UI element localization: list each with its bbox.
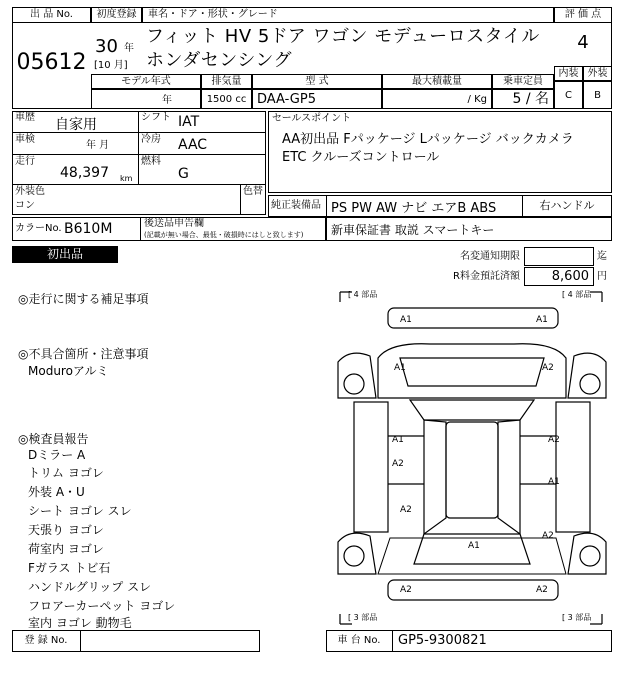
later-note: (記載が無い場合、最低・破損時にはしと致します)	[144, 231, 304, 239]
damage-mark: A2	[400, 505, 412, 515]
interior-grade: C	[554, 81, 583, 109]
later-label: 後送品申告欄	[144, 218, 204, 229]
damage-mark: A1	[548, 477, 560, 487]
damage-mark: A2	[392, 459, 404, 469]
color-no-label: カラーNo.	[15, 223, 62, 234]
equipment-label: 純正装備品	[271, 200, 321, 211]
spec-grid	[12, 111, 266, 215]
damage-mark: A1	[400, 315, 412, 325]
inspector-item: フロアーカーペット ヨゴレ	[28, 599, 176, 613]
score: 4	[577, 32, 589, 53]
aircon-label: 冷房	[141, 134, 161, 145]
color-no: B610M	[64, 221, 113, 237]
damage-mark: A2	[542, 531, 554, 541]
year-unit: 年	[124, 43, 134, 54]
chassis-label: 車 台 No.	[337, 635, 381, 646]
mileage-unit: km	[120, 174, 133, 183]
max-load-label: 最大積載量	[382, 74, 492, 89]
type: DAA-GP5	[252, 89, 382, 109]
damage-mark: A1	[394, 363, 406, 373]
first-listing-badge: 初出品	[12, 246, 118, 263]
capacity: 5 / 名	[492, 89, 554, 109]
warranty: 新車保証書 取説 スマートキー	[331, 223, 495, 237]
defect-item: Moduroアルミ	[28, 364, 109, 378]
model-year-unit: 年	[162, 95, 172, 106]
recycle-amount: 8,600	[524, 267, 594, 286]
inspector-item: Fガラス トビ石	[28, 561, 111, 575]
inspector-item: トリム ヨゴレ	[28, 466, 104, 480]
car-damage-diagram	[330, 288, 612, 630]
history-label: 車歴	[15, 112, 35, 123]
lot-no-label: 出 品 No.	[12, 7, 91, 23]
inspector-item: 荷室内 ヨゴレ	[28, 542, 104, 556]
change-deadline-unit: 迄	[597, 251, 607, 262]
damage-mark: A1	[392, 435, 404, 445]
inspection: 年 月	[86, 140, 110, 151]
displacement-label: 排気量	[201, 74, 252, 89]
max-load: / Kg	[382, 89, 492, 109]
tire-front-right: [ 4 部品	[562, 290, 592, 299]
sales-point-line2: ETC クルーズコントロール	[282, 150, 440, 165]
shift-label: シフト	[141, 112, 171, 123]
damage-mark: A2	[548, 435, 560, 445]
equipment-items: PS PW AW ナビ エアB ABS	[331, 201, 497, 216]
reg-no-label: 登 録 No.	[24, 635, 68, 646]
inspector-title: ◎検査員報告	[18, 432, 89, 446]
mileage: 48,397	[60, 165, 109, 181]
mileage-label: 走行	[15, 156, 35, 167]
color-change-label: 色替	[243, 186, 263, 197]
displacement: 1500 cc	[201, 89, 252, 109]
recycle-unit: 円	[597, 271, 607, 282]
ext-color: コン	[15, 200, 35, 211]
model-year-cell	[91, 89, 201, 109]
aircon: AAC	[178, 137, 208, 153]
damage-mark: A2	[542, 363, 554, 373]
chassis-no: GP5-9300821	[398, 633, 487, 648]
first-reg-label: 初度登録	[91, 7, 142, 23]
exterior-grade: B	[583, 81, 612, 109]
change-deadline-label: 名変通知期限	[460, 251, 520, 262]
inspector-item: 室内 ヨゴレ 動物毛	[28, 616, 132, 630]
car-name-label: 車名・ドア・形状・グレード	[142, 7, 554, 23]
damage-mark: A1	[468, 541, 480, 551]
inspector-item: Dミラー A	[28, 448, 86, 462]
first-reg-month: [10 月]	[94, 60, 128, 71]
history: 自家用	[55, 117, 97, 133]
car-name: フィット HV 5ドア ワゴン モデューロスタイル ホンダセンシング	[146, 26, 540, 71]
ext-color-label: 外装色	[15, 186, 45, 197]
sales-point-line1: AA初出品 Fパッケージ Lパッケージ バックカメラ	[282, 132, 574, 147]
interior-label: 内装	[554, 66, 583, 81]
driving-notes-title: ◎走行に関する補足事項	[18, 292, 149, 306]
shift: IAT	[178, 114, 200, 130]
damage-mark: A2	[400, 585, 412, 595]
change-deadline-field	[524, 247, 594, 266]
defects-title: ◎不具合箇所・注意事項	[18, 347, 149, 361]
inspector-item: 外装 A・U	[28, 485, 85, 499]
drive-side: 右ハンドル	[539, 199, 595, 212]
tire-rear-right: [ 3 部品	[562, 613, 592, 622]
tire-front-left: [ 4 部品	[348, 290, 378, 299]
inspector-item: 天張り ヨゴレ	[28, 523, 104, 537]
inspection-label: 車検	[15, 134, 35, 145]
sales-point-label: セールスポイント	[272, 113, 352, 124]
damage-mark: A1	[536, 315, 548, 325]
inspector-item: ハンドルグリップ スレ	[28, 580, 152, 594]
tire-rear-left: [ 3 部品	[348, 613, 378, 622]
type-label: 型 式	[252, 74, 382, 89]
recycle-label: R料金預託済額	[453, 271, 520, 282]
capacity-label: 乗車定員	[492, 74, 554, 89]
fuel-label: 燃料	[141, 156, 161, 167]
score-label: 評 価 点	[554, 7, 612, 23]
lot-no: 05612	[16, 50, 87, 75]
inspector-item: シート ヨゴレ スレ	[28, 504, 132, 518]
damage-mark: A2	[536, 585, 548, 595]
exterior-label: 外装	[583, 66, 612, 81]
first-reg-year: 30	[95, 36, 118, 57]
fuel: G	[178, 166, 189, 182]
model-year-label: モデル年式	[91, 74, 201, 89]
